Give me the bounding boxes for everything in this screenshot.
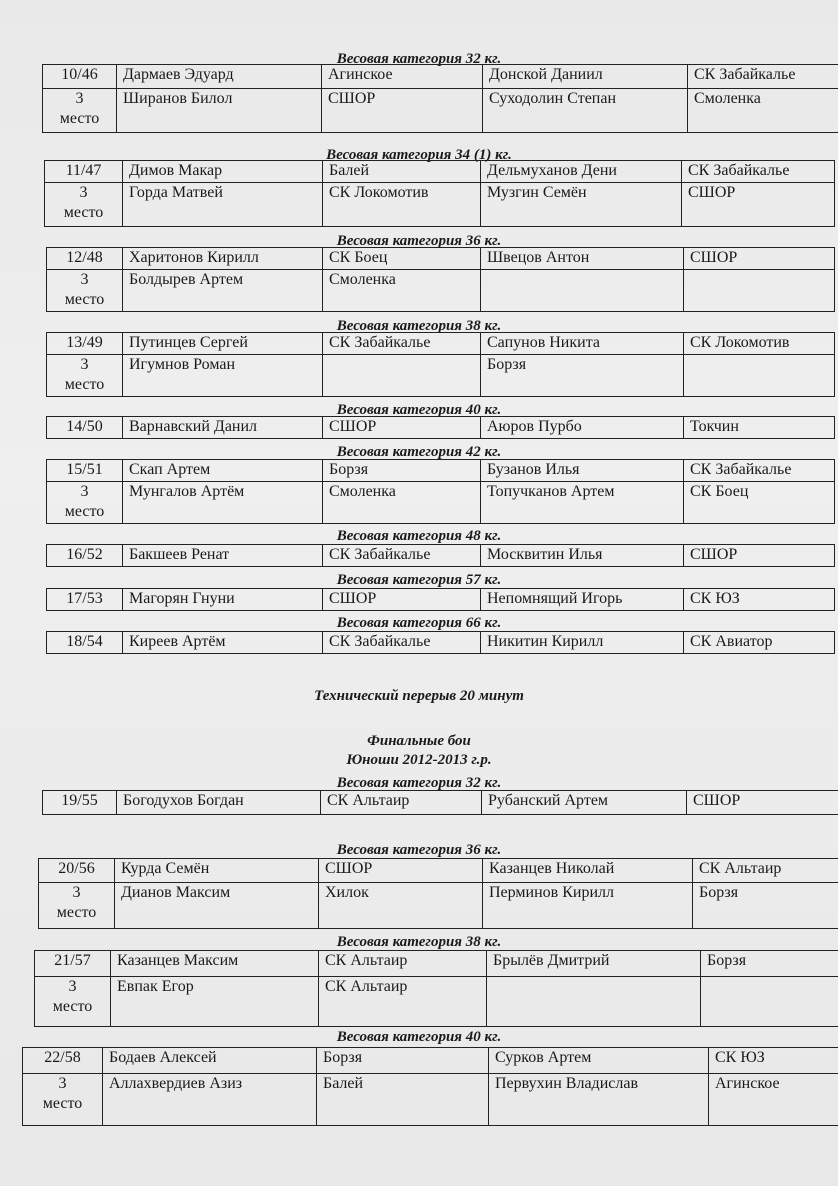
- place-label: место: [63, 204, 104, 221]
- category-heading: Весовая категория 36 кг.: [336, 233, 502, 249]
- bout-number: 12/48: [47, 248, 123, 270]
- club-name: СК Альтаир: [319, 977, 487, 1027]
- club-name: Смоленка: [323, 482, 481, 524]
- club-name: Хилок: [319, 883, 483, 929]
- bout-table: [44, 160, 835, 227]
- fighter-name: Киреев Артём: [123, 632, 323, 654]
- club-name: Агинское: [322, 65, 483, 89]
- bout-number: 20/56: [39, 859, 115, 883]
- place-label: место: [52, 998, 93, 1015]
- table-row: [47, 632, 835, 654]
- club-name: [684, 270, 835, 312]
- club-name: СК Забайкалье: [684, 460, 835, 482]
- fighter-name: Ширанов Билол: [117, 89, 322, 133]
- fighter-name: Топучканов Артем: [481, 482, 684, 524]
- fighter-name: Курда Семён: [115, 859, 319, 883]
- place-number: 3: [68, 978, 77, 995]
- bout-table: [46, 459, 835, 524]
- category-heading: Весовая категория 42 кг.: [336, 444, 502, 460]
- category-heading: Весовая категория 38 кг.: [336, 318, 502, 334]
- table-row: [47, 589, 835, 611]
- table-row: [43, 89, 838, 133]
- club-name: Смоленка: [688, 89, 838, 133]
- bout-table: [46, 247, 835, 312]
- bout-number: 22/58: [23, 1048, 103, 1074]
- fighter-name: Магорян Гнуни: [123, 589, 323, 611]
- fighter-name: Москвитин Илья: [481, 545, 684, 567]
- bout-number: 19/55: [43, 791, 117, 815]
- fighter-name: Сапунов Никита: [481, 333, 684, 355]
- club-name: СК Альтаир: [319, 951, 487, 977]
- bout-table: [46, 416, 835, 439]
- fighter-name: Горда Матвей: [123, 183, 323, 227]
- club-name: СК ЮЗ: [709, 1048, 838, 1074]
- fighter-name: Брылёв Дмитрий: [487, 951, 701, 977]
- category-heading: Весовая категория 48 кг.: [336, 528, 502, 544]
- club-name: СШОР: [319, 859, 483, 883]
- fighter-name: Путинцев Сергей: [123, 333, 323, 355]
- place-label: место: [64, 503, 105, 520]
- bout-table: [42, 790, 838, 815]
- bout-number: 17/53: [47, 589, 123, 611]
- category-heading: Весовая категория 38 кг.: [336, 934, 502, 950]
- table-row: [35, 951, 838, 977]
- category-heading: Весовая категория 57 кг.: [336, 572, 502, 588]
- place-number: 3: [75, 90, 84, 107]
- club-name: СК Альтаир: [693, 859, 838, 883]
- club-name: Борзя: [481, 355, 684, 397]
- category-heading: Весовая категория 34 (1) кг.: [326, 147, 512, 163]
- place-label: место: [64, 376, 105, 393]
- club-name: СШОР: [682, 183, 835, 227]
- fighter-name: Дельмуханов Дени: [481, 161, 682, 183]
- club-name: СК Забайкалье: [323, 632, 481, 654]
- club-name: Агинское: [709, 1074, 838, 1126]
- bout-table: [46, 332, 835, 397]
- club-name: [684, 355, 835, 397]
- table-row: [47, 355, 835, 397]
- fighter-name: Аюров Пурбо: [481, 417, 684, 439]
- bout-table: [46, 588, 835, 611]
- fighter-name: Болдырев Артем: [123, 270, 323, 312]
- bout-number: 14/50: [47, 417, 123, 439]
- place-number: 3: [80, 271, 89, 288]
- fighter-name: Непомнящий Игорь: [481, 589, 684, 611]
- fighter-name: Дианов Максим: [115, 883, 319, 929]
- category-heading: Весовая категория 32 кг.: [336, 51, 502, 67]
- fighter-name: Евпак Егор: [111, 977, 319, 1027]
- club-name: СК Авиатор: [684, 632, 835, 654]
- table-row: [43, 791, 838, 815]
- bout-number: 18/54: [47, 632, 123, 654]
- club-name: СК Забайкалье: [323, 545, 481, 567]
- place-label: место: [64, 291, 105, 308]
- club-name: Смоленка: [323, 270, 481, 312]
- place-number: 3: [72, 884, 81, 901]
- place-number: 3: [80, 483, 89, 500]
- club-name: Токчин: [684, 417, 835, 439]
- club-name: СШОР: [684, 545, 835, 567]
- table-row: [47, 270, 835, 312]
- fighter-name: Бузанов Илья: [481, 460, 684, 482]
- bout-table: [46, 631, 835, 654]
- bout-number: 15/51: [47, 460, 123, 482]
- finals-title: Финальные бои: [367, 733, 471, 749]
- club-name: СК Боец: [323, 248, 481, 270]
- fighter-name: Сурков Артем: [489, 1048, 709, 1074]
- fighter-name: Казанцев Максим: [111, 951, 319, 977]
- category-heading: Весовая категория 40 кг.: [336, 402, 502, 418]
- fighter-name: Аллахвердиев Азиз: [103, 1074, 317, 1126]
- table-row: [43, 65, 838, 89]
- category-heading: Весовая категория 32 кг.: [336, 775, 502, 791]
- club-name: СК Забайкалье: [323, 333, 481, 355]
- fighter-name: Музгин Семён: [481, 183, 682, 227]
- club-name: Балей: [323, 161, 481, 183]
- club-name: СК Забайкалье: [688, 65, 838, 89]
- club-name: Борзя: [323, 460, 481, 482]
- table-row: [23, 1048, 838, 1074]
- break-note: Технический перерыв 20 минут: [314, 688, 524, 704]
- fighter-name: Суходолин Степан: [483, 89, 688, 133]
- club-name: [323, 355, 481, 397]
- fighter-name: Первухин Владислав: [489, 1074, 709, 1126]
- table-row: [45, 183, 835, 227]
- table-row: [35, 977, 838, 1027]
- club-name: Борзя: [317, 1048, 489, 1074]
- place-label: место: [56, 904, 97, 921]
- club-name: СШОР: [322, 89, 483, 133]
- fighter-name: [487, 977, 701, 1027]
- fighter-name: Никитин Кирилл: [481, 632, 684, 654]
- category-heading: Весовая категория 36 кг.: [336, 842, 502, 858]
- fighter-name: Игумнов Роман: [123, 355, 323, 397]
- club-name: Балей: [317, 1074, 489, 1126]
- club-name: СК Локомотив: [323, 183, 481, 227]
- fighter-name: Швецов Антон: [481, 248, 684, 270]
- club-name: СК ЮЗ: [684, 589, 835, 611]
- table-row: [23, 1074, 838, 1126]
- table-row: [47, 417, 835, 439]
- bout-table: [42, 64, 838, 133]
- club-name: Борзя: [693, 883, 838, 929]
- bout-number: 16/52: [47, 545, 123, 567]
- fighter-name: Казанцев Николай: [483, 859, 693, 883]
- fighter-name: Богодухов Богдан: [117, 791, 321, 815]
- table-row: [47, 545, 835, 567]
- fighter-name: Бакшеев Ренат: [123, 545, 323, 567]
- fighter-name: Варнавский Данил: [123, 417, 323, 439]
- table-row: [45, 161, 835, 183]
- bout-number: 13/49: [47, 333, 123, 355]
- club-name: [701, 977, 838, 1027]
- bout-number: 21/57: [35, 951, 111, 977]
- fighter-name: Скап Артем: [123, 460, 323, 482]
- table-row: [47, 248, 835, 270]
- fighter-name: Димов Макар: [123, 161, 323, 183]
- club-name: СК Боец: [684, 482, 835, 524]
- bout-table: [34, 950, 838, 1027]
- club-name: СШОР: [687, 791, 838, 815]
- fighter-name: Бодаев Алексей: [103, 1048, 317, 1074]
- fighter-name: Рубанский Артем: [482, 791, 687, 815]
- club-name: СШОР: [684, 248, 835, 270]
- club-name: СК Забайкалье: [682, 161, 835, 183]
- table-row: [39, 883, 838, 929]
- club-name: СШОР: [323, 589, 481, 611]
- bout-table: [46, 544, 835, 567]
- bout-table: [38, 858, 838, 929]
- place-number: 3: [80, 356, 89, 373]
- finals-subtitle: Юноши 2012-2013 г.р.: [346, 752, 492, 768]
- category-heading: Весовая категория 66 кг.: [336, 615, 502, 631]
- table-row: [39, 859, 838, 883]
- club-name: СК Альтаир: [321, 791, 482, 815]
- bout-table: [22, 1047, 838, 1126]
- place-number: 3: [58, 1075, 67, 1092]
- place-number: 3: [79, 184, 88, 201]
- fighter-name: [481, 270, 684, 312]
- fighter-name: Харитонов Кирилл: [123, 248, 323, 270]
- fighter-name: Дармаев Эдуард: [117, 65, 322, 89]
- place-label: место: [42, 1095, 83, 1112]
- category-heading: Весовая категория 40 кг.: [336, 1029, 502, 1045]
- club-name: СК Локомотив: [684, 333, 835, 355]
- club-name: Борзя: [701, 951, 838, 977]
- table-row: [47, 460, 835, 482]
- fighter-name: Перминов Кирилл: [483, 883, 693, 929]
- fighter-name: Мунгалов Артём: [123, 482, 323, 524]
- bout-number: 10/46: [43, 65, 117, 89]
- club-name: СШОР: [323, 417, 481, 439]
- table-row: [47, 482, 835, 524]
- place-label: место: [59, 110, 100, 127]
- fighter-name: Донской Даниил: [483, 65, 688, 89]
- bout-number: 11/47: [45, 161, 123, 183]
- table-row: [47, 333, 835, 355]
